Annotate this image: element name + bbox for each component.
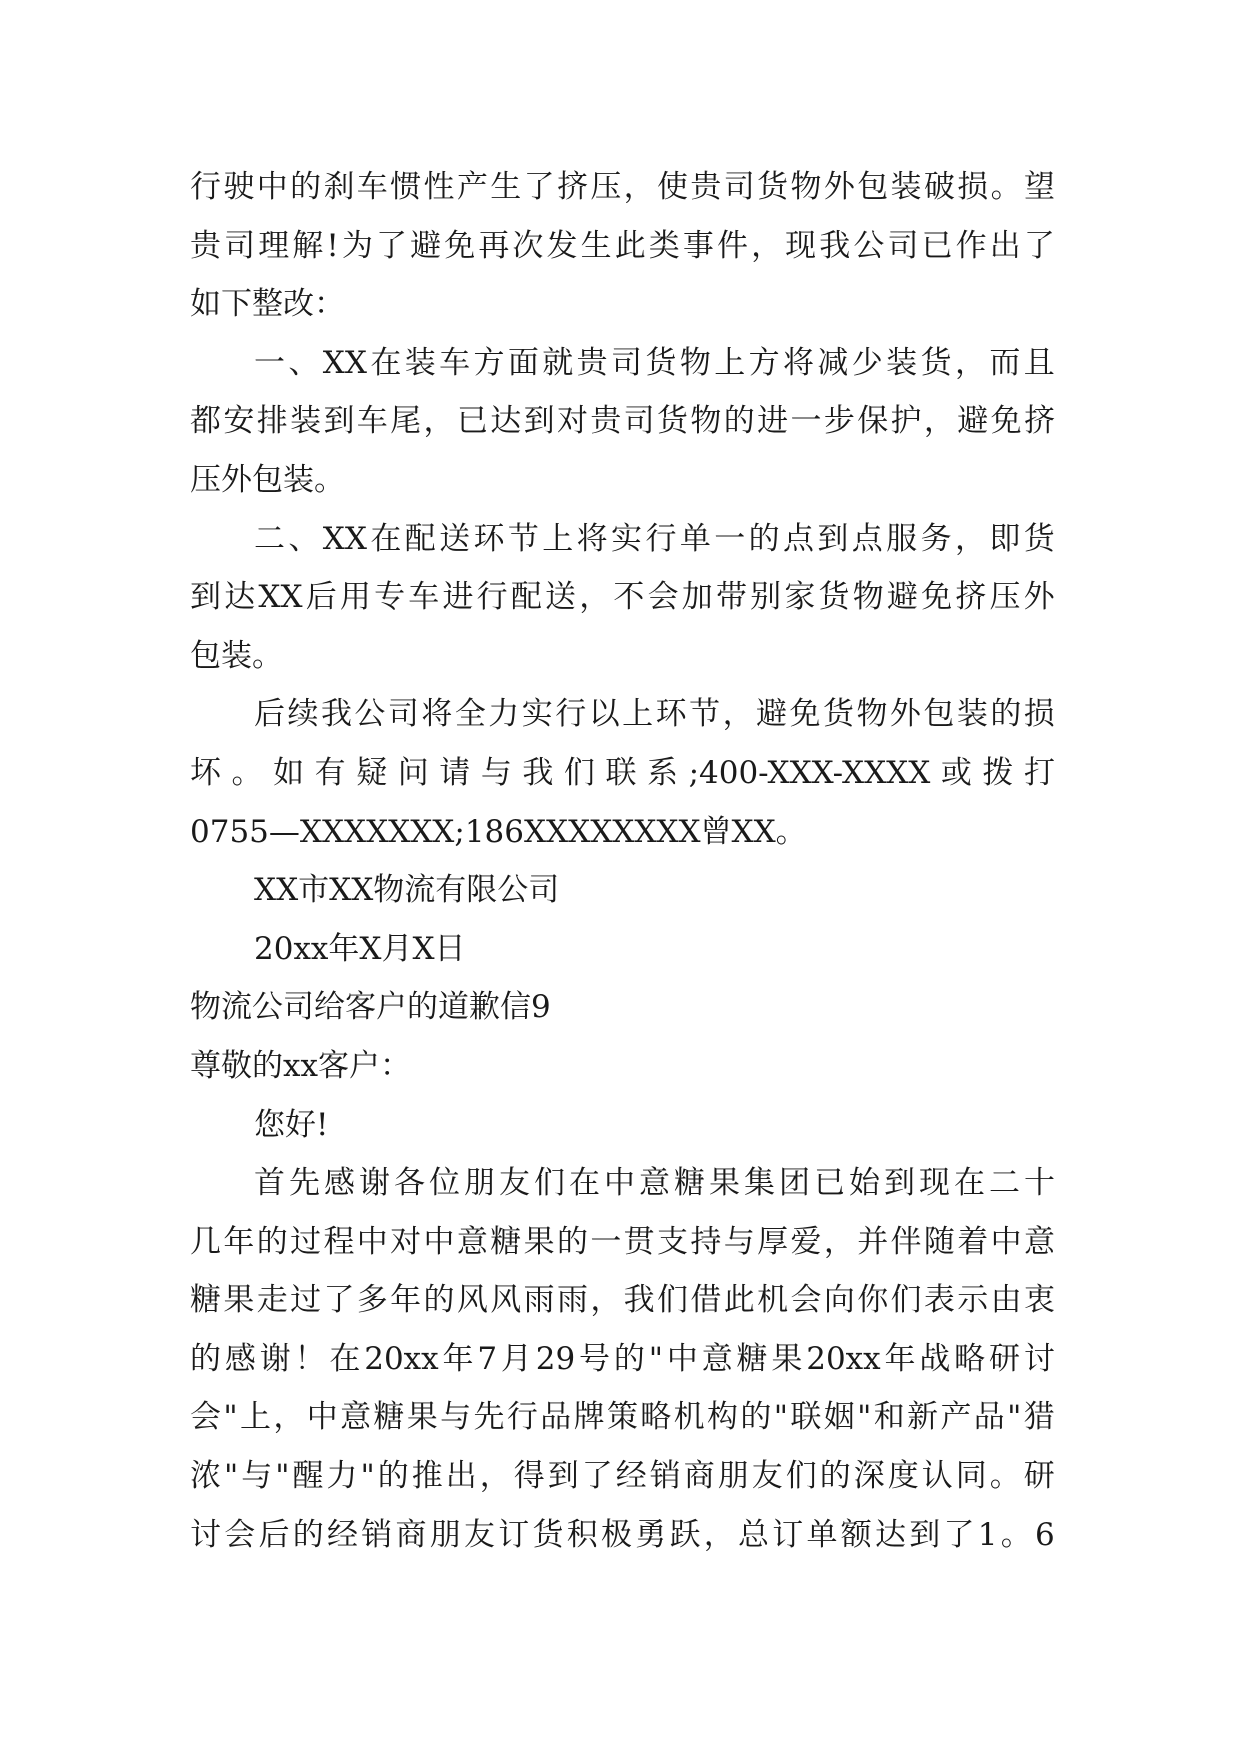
text-line: 一 、 XX 在 装 车 方 面 就 贵 司 货 物 上 方 将 减 少 装 货 ， 而 且 [254,344,1055,381]
text-line: 后 续 我 公 司 将 全 力 实 行 以 上 环 节 ， 避 免 货 物 外 包 装 的 损 [254,696,1055,733]
text-line: 浓 " 与 " 醒 力 " 的 推 出 ， 得 到 了 经 销 商 朋 友 们 的 深 度 认 同 。 研 [190,1458,1055,1495]
text-line: 贵 司 理 解 ! 为 了 避 免 再 次 发 生 此 类 事 件 ， 现 我 公 司 已 作 出 了 [190,227,1055,264]
text-line: 坏 。 如 有 疑 问 请 与 我 们 联 系 ;400-XXX-XXXX 或 拨 打 [190,754,1055,791]
text-line: 尊敬的xx客户： [190,1047,411,1084]
text-line: XX市XX物流有限公司 [254,872,560,909]
text-line: 讨 会 后 的 经 销 商 朋 友 订 货 积 极 勇 跃 ， 总 订 单 额 达 到 了 1 。 6 [190,1516,1055,1553]
text-line: 如下整改： [190,286,345,323]
text-line: 压外包装。 [190,461,345,498]
text-line: 0755—XXXXXXX;186XXXXXXXX曾XX。 [190,813,807,850]
document-body [190,158,1055,1564]
text-line: 20xx年X月X日 [254,930,466,967]
text-line: 的 感 谢 ！ 在 20xx 年 7 月 29 号 的 " 中 意 糖 果 20xx 年 战 略 研 讨 [190,1340,1055,1377]
text-line: 包装。 [190,637,283,674]
text-line: 都 安 排 装 到 车 尾 ， 已 达 到 对 贵 司 货 物 的 进 一 步 保 护 ， 避 免 挤 [190,403,1055,440]
text-line: 二 、 XX 在 配 送 环 节 上 将 实 行 单 一 的 点 到 点 服 务 ， 即 货 [254,520,1055,557]
text-line: 几 年 的 过 程 中 对 中 意 糖 果 的 一 贯 支 持 与 厚 爱 ， 并 伴 随 着 中 意 [190,1223,1055,1260]
text-line: 物流公司给客户的道歉信9 [190,989,551,1026]
text-line: 到 达 XX 后 用 专 车 进 行 配 送 ， 不 会 加 带 别 家 货 物 避 免 挤 压 外 [190,579,1055,616]
text-line: 行 驶 中 的 刹 车 惯 性 产 生 了 挤 压 ， 使 贵 司 货 物 外 包 装 破 损 。 望 [190,169,1055,205]
text-line: 您好! [254,1106,329,1143]
text-line: 首 先 感 谢 各 位 朋 友 们 在 中 意 糖 果 集 团 已 始 到 现 在 二 十 [254,1165,1055,1202]
text-line: 糖 果 走 过 了 多 年 的 风 风 雨 雨 ， 我 们 借 此 机 会 向 你 们 表 示 由 衷 [190,1282,1055,1319]
text-line: 会 " 上 ， 中 意 糖 果 与 先 行 品 牌 策 略 机 构 的 " 联 姻 " 和 新 产 品 " 猎 [190,1399,1055,1436]
